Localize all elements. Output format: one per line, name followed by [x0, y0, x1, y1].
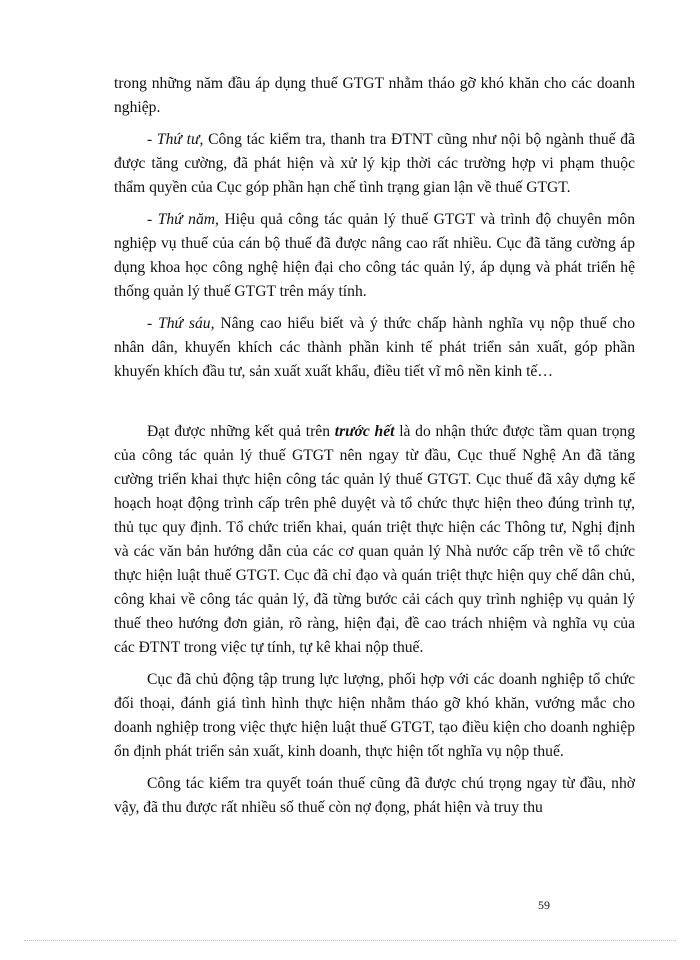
paragraph-inspection: Công tác kiểm tra quyết toán thuế cũng đã được chú trọng ngay từ đầu, nhờ vậy, đã thu được rất nhiều số thuế còn nợ đọng, phát hiện và truy thu: [114, 775, 635, 816]
bullet-fourth-text: Công tác kiểm tra, thanh tra ĐTNT cũng như nội bộ ngành thuế đã được tăng cường, đã phát hiện và xử lý kịp thời các trường hợp vi phạm thuộc thẩm quyền của Cục góp phần hạn chế tình trạng gian lận về thuế GTGT.: [114, 131, 635, 196]
bullet-fifth-text: Hiệu quả công tác quản lý thuế GTGT và trình độ chuyên môn nghiệp vụ thuế của cán bộ thuế đã được nâng cao rất nhiều. Cục đã tăng cường áp dụng khoa học công nghệ hiện đại cho công tác quản lý, áp dụng và phát triển hệ thống quản lý thuế GTGT trên máy tính.: [114, 211, 635, 300]
bullet-sixth-prefix: -: [147, 315, 159, 332]
bullet-sixth: [114, 312, 635, 384]
intro-paragraph: trong những năm đầu áp dụng thuế GTGT nhằm tháo gỡ khó khăn cho các doanh nghiệp.: [114, 75, 635, 116]
bullet-fifth-label: Thứ năm,: [157, 211, 219, 228]
paragraph-achievements-start: Đạt được những kết quả trên: [147, 423, 335, 440]
paragraph-achievements-emphasis: trước hết: [334, 423, 395, 440]
bullet-fourth-prefix: -: [147, 131, 157, 148]
bullet-sixth-text: Nâng cao hiểu biết và ý thức chấp hành nghĩa vụ nộp thuế cho nhân dân, khuyến khích các thành phần kinh tế phát triển sản xuất, góp phần khuyến khích đầu tư, sản xuất xuất khẩu, điều tiết vĩ mô nền kinh tế…: [114, 315, 635, 380]
paragraph-achievements-rest: là do nhận thức được tầm quan trọng của công tác quản lý thuế GTGT nên ngay từ đầu, Cục thuế Nghệ An đã tăng cường triển khai thực hiện công tác quản lý thuế GTGT. Cục thuế đã xây dựng kế hoạch hoạt động trình cấp trên phê duyệt và tổ chức thực hiện theo đúng trình tự, thủ tục quy định. Tổ chức triển khai, quán triệt thực hiện các Thông tư, Nghị định và các văn bản hướng dẫn của các cơ quan quản lý Nhà nước cấp trên về tổ chức thực hiện luật thuế GTGT. Cục đã chỉ đạo và quán triệt thực hiện quy chế dân chủ, công khai về công tác quản lý, đã từng bước cải cách quy trình nghiệp vụ quản lý thuế theo hướng đơn giản, rõ ràng, hiện đại, đề cao trách nhiệm và nghĩa vụ của các ĐTNT trong việc tự tính, tự kê khai nộp thuế.: [114, 423, 635, 656]
document-body: [114, 72, 635, 820]
bullet-fourth: [114, 128, 635, 200]
bullet-fifth-prefix: -: [147, 211, 158, 228]
paragraph-achievements: [114, 420, 635, 660]
bullet-fourth-label: Thứ tư,: [156, 131, 204, 148]
bullet-fifth: [114, 208, 635, 304]
paragraph-dialogue: Cục đã chủ động tập trung lực lượng, phối hợp với các doanh nghiệp tổ chức đối thoại, đánh giá tình hình thực hiện nhằm tháo gỡ khó khăn, vướng mắc cho doanh nghiệp trong việc thực hiện luật thuế GTGT, tạo điều kiện cho doanh nghiệp ổn định phát triển sản xuất, kinh doanh, thực hiện tốt nghĩa vụ nộp thuế.: [114, 671, 635, 760]
page-bottom-divider: [24, 940, 676, 941]
bullet-sixth-label: Thứ sáu,: [158, 315, 215, 332]
section-gap: [114, 384, 635, 412]
page-number: 59: [538, 898, 550, 912]
intro-block: [114, 72, 635, 120]
